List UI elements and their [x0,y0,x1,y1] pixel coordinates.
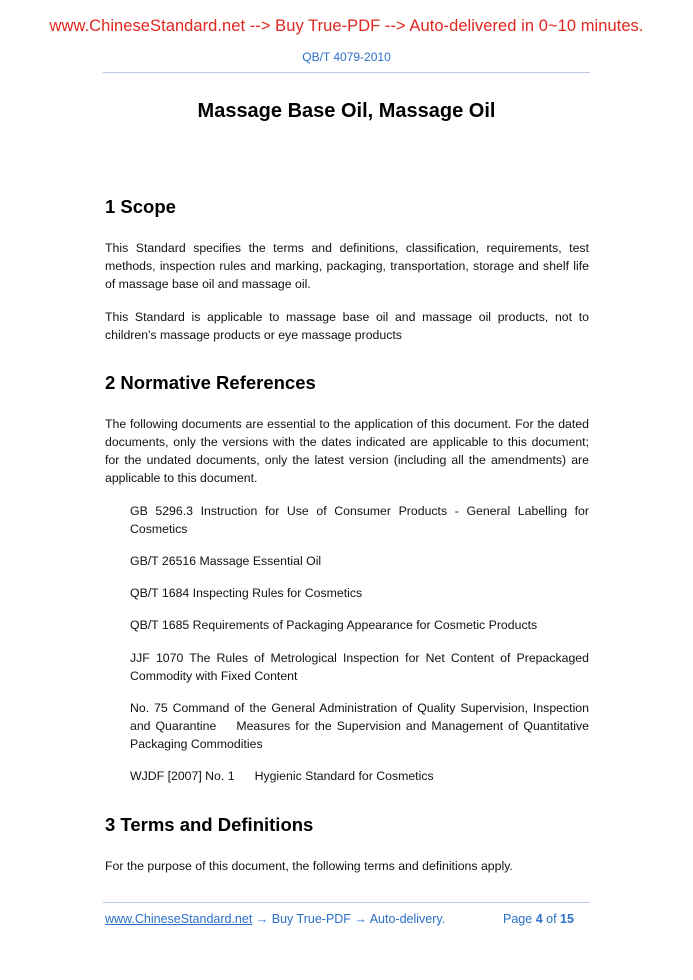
document-title: Massage Base Oil, Massage Oil [197,100,496,122]
reference-item-wjdf [130,767,589,785]
header-divider [103,72,590,73]
promo-banner[interactable]: www.ChineseStandard.net --> Buy True-PDF --> Auto-delivered in 0~10 minutes. [49,17,644,35]
reference-item-no75 [130,699,589,753]
scope-paragraph-2: This Standard is applicable to massage base oil and massage oil products, not to children's massage products or eye massage products [105,310,589,342]
section-heading-normative-references: 2 Normative References [105,372,316,393]
reference-item: QB/T 1685 Requirements of Packaging Appearance for Cosmetic Products [130,618,538,632]
footer-promo-text: → Buy True-PDF → Auto-delivery. [252,912,446,926]
reference-item: GB/T 26516 Massage Essential Oil [130,554,322,568]
section-heading-scope: 1 Scope [105,196,176,217]
reference-no75-issuer: No. 75 Command of the General Administration of Quality Supervision, Inspection and Quarantine [130,701,589,733]
reference-item: GB 5296.3 Instruction for Use of Consumer Products - General Labelling for Cosmetics [130,504,589,536]
reference-item: QB/T 1684 Inspecting Rules for Cosmetics [130,586,363,600]
footer-site-link[interactable]: www.ChineseStandard.net [105,912,253,926]
footer-divider [103,902,590,903]
terms-paragraph-1: For the purpose of this document, the following terms and definitions apply. [105,859,513,873]
page-label: Page [503,912,533,926]
section-heading-terms-definitions: 3 Terms and Definitions [105,814,314,835]
page-of-label: of [546,912,557,926]
reference-wjdf-title: Hygienic Standard for Cosmetics [254,769,434,783]
page-current: 4 [535,912,543,926]
scope-paragraph-1: This Standard specifies the terms and definitions, classification, requirements, test methods, inspection rules and marking, packaging, transportation, storage and shelf life of massage base oil and massage oil. [105,241,589,291]
reference-no75-title: Measures for the Supervision and Management of Quantitative Packaging Commodities [130,719,589,751]
reference-wjdf-code: WJDF [2007] No. 1 [130,769,235,783]
footer-promo [105,912,445,926]
normative-intro-paragraph: The following documents are essential to the application of this document. For the dated documents, only the versions with the dates indicated are applicable to this document; for the undated documents, only the latest version (including all the amendments) are applicable to this document. [105,417,589,485]
reference-item: JJF 1070 The Rules of Metrological Inspection for Net Content of Prepackaged Commodity with Fixed Content [130,651,589,683]
page-total: 15 [560,912,574,926]
document-code: QB/T 4079-2010 [302,50,391,64]
page-indicator [503,912,574,926]
